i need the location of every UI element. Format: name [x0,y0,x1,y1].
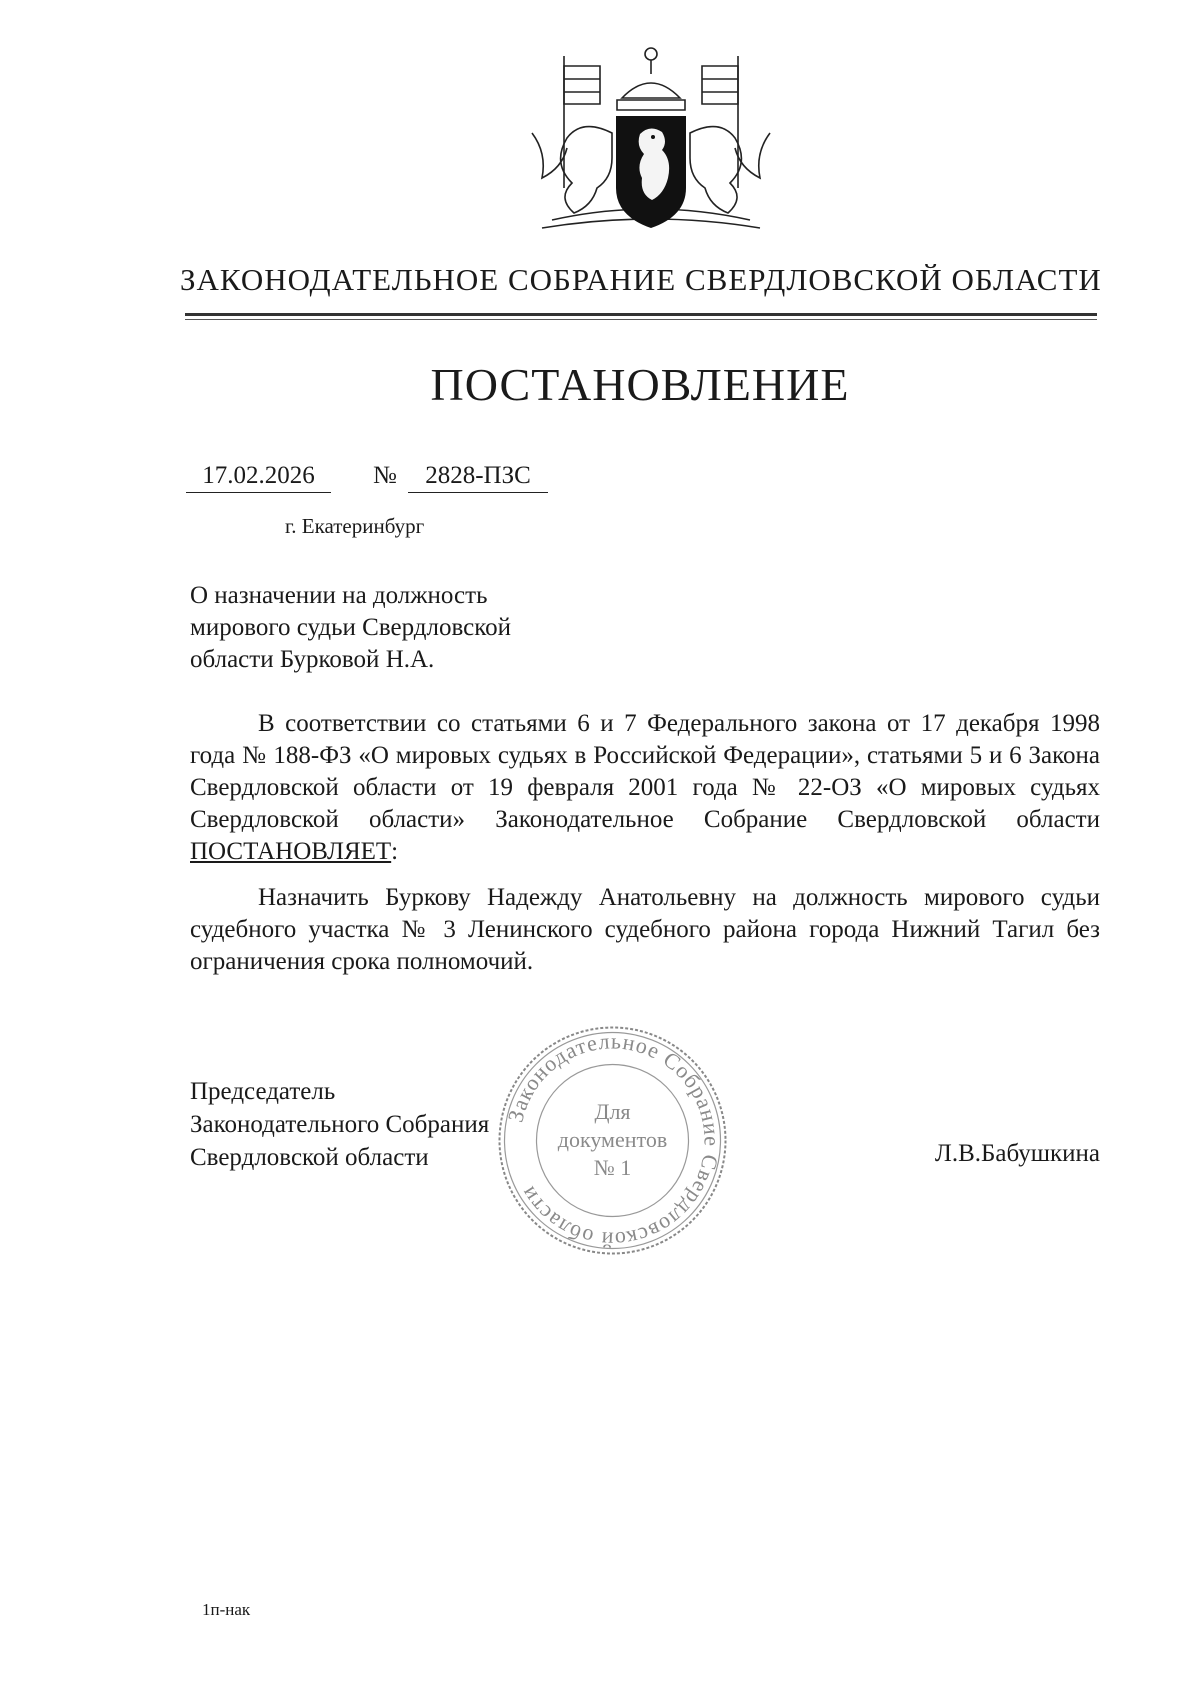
resolves-keyword: ПОСТАНОВЛЯЕТ [190,838,392,865]
subject-line: мирового судьи Свердловской [190,614,511,641]
header-divider-thin [185,319,1097,320]
seal-center-line: документов [557,1127,668,1152]
official-seal-stamp [495,1023,730,1258]
resolution-paragraph: Назначить Буркову Надежду Анатольевну на должность мирового судьи судебного участка № 3 Ленинского судебного района города Нижний Тагил без ограничения срока полномочий. [190,884,1100,975]
subject-line: О назначении на должность [190,582,488,609]
preamble-end: : [391,838,399,865]
document-subject [190,580,610,676]
signatory-title [190,1075,489,1174]
coat-of-arms-icon [512,38,790,238]
signatory-title-line: Свердловской области [190,1144,429,1171]
header-divider [185,313,1097,316]
document-type-title: ПОСТАНОВЛЕНИЕ [430,359,850,410]
seal-center-line: № 1 [593,1155,632,1180]
number-sign: № [373,462,397,489]
preamble-text: В соответствии со статьями 6 и 7 Федерального закона от 17 декабря 1998 года № 188-ФЗ «О мировых судьях в Российской Федерации», статьями 5 и 6 Закона Свердловской области от 19 февраля 2001 года № 22-ОЗ «О мировых судьях Свердловской области» Законодательное Собрание Свердловской области [190,710,1100,833]
seal-outer-text: Законодательное Собрание Свердловской области [502,1028,725,1253]
document-date: 17.02.2026 [186,462,331,493]
organization-name: ЗАКОНОДАТЕЛЬНОЕ СОБРАНИЕ СВЕРДЛОВСКОЙ ОБЛАСТИ [180,262,1102,297]
signatory-title-line: Законодательного Собрания [190,1111,490,1138]
signatory-name: Л.В.Бабушкина [934,1140,1100,1167]
document-city: г. Екатеринбург [285,514,425,538]
document-number: 2828-ПЗС [408,462,548,493]
footer-code: 1п-нак [202,1600,251,1619]
signatory-title-line: Председатель [190,1078,336,1105]
preamble-paragraph [190,708,1100,868]
seal-center-line: Для [594,1099,631,1124]
subject-line: области Бурковой Н.А. [190,646,435,673]
